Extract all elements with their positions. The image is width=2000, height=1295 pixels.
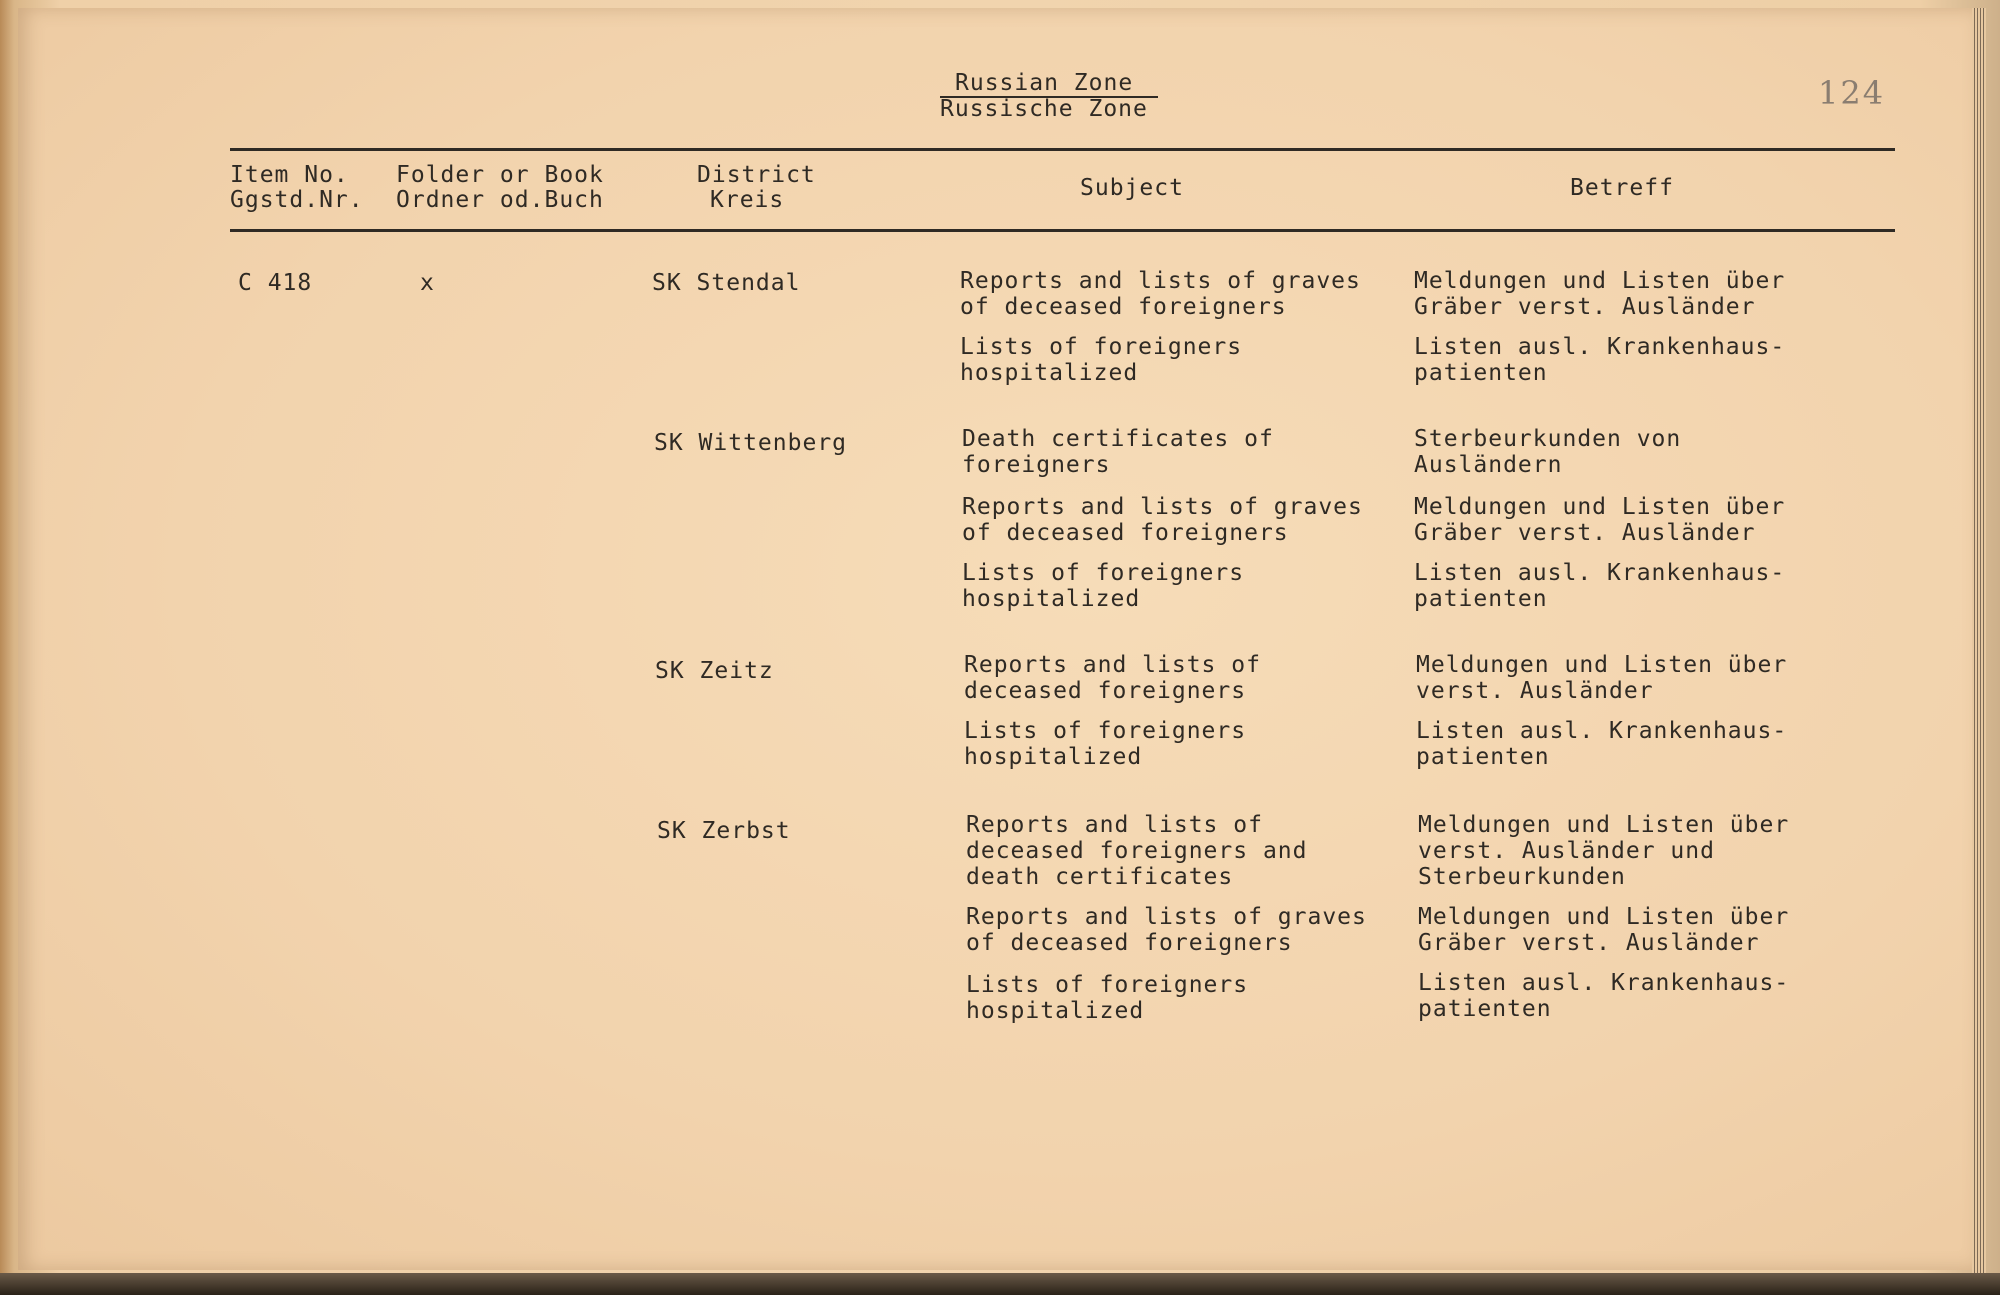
- betreff-entry: Listen ausl. Krankenhaus- patienten: [1414, 560, 1786, 612]
- header-bottom-rule: [230, 229, 1895, 232]
- betreff-entry: Listen ausl. Krankenhaus- patienten: [1416, 718, 1788, 770]
- betreff-entry: Meldungen und Listen über verst. Ausländer und Sterbeurkunden: [1418, 812, 1790, 890]
- item-number: C 418: [238, 270, 313, 296]
- subject-entry: Lists of foreigners hospitalized: [964, 718, 1247, 770]
- betreff-entry: Sterbeurkunden von Ausländern: [1414, 426, 1682, 478]
- title-english: Russian Zone: [955, 70, 1134, 96]
- betreff-entry: Meldungen und Listen über Gräber verst. Ausländer: [1414, 268, 1786, 320]
- subject-entry: Reports and lists of graves of deceased foreigners: [962, 494, 1363, 546]
- title-german: Russische Zone: [940, 96, 1148, 122]
- subject-entry: Reports and lists of deceased foreigners and death certificates: [966, 812, 1308, 890]
- page-stack-edge: [1972, 8, 1986, 1283]
- betreff-entry: Meldungen und Listen über Gräber verst. Ausländer: [1418, 904, 1790, 956]
- col-district-en: District: [697, 162, 816, 188]
- subject-entry: Lists of foreigners hospitalized: [960, 334, 1243, 386]
- betreff-entry: Listen ausl. Krankenhaus- patienten: [1414, 334, 1786, 386]
- district-stendal: SK Stendal: [652, 270, 801, 296]
- district-zeitz: SK Zeitz: [655, 658, 774, 684]
- book-bottom-edge: [0, 1273, 2000, 1295]
- betreff-entry: Meldungen und Listen über Gräber verst. Ausländer: [1414, 494, 1786, 546]
- col-district-de: Kreis: [710, 187, 785, 213]
- subject-entry: Lists of foreigners hospitalized: [962, 560, 1245, 612]
- district-zerbst: SK Zerbst: [657, 818, 791, 844]
- col-subject: Subject: [1080, 175, 1184, 201]
- subject-entry: Lists of foreigners hospitalized: [966, 972, 1249, 1024]
- district-wittenberg: SK Wittenberg: [654, 430, 848, 456]
- col-item-en: Item No.: [230, 162, 349, 188]
- subject-entry: Death certificates of foreigners: [962, 426, 1274, 478]
- subject-entry: Reports and lists of graves of deceased foreigners: [966, 904, 1367, 956]
- folder-mark: x: [420, 270, 435, 296]
- subject-entry: Reports and lists of deceased foreigners: [964, 652, 1261, 704]
- col-item-de: Ggstd.Nr.: [230, 187, 364, 213]
- betreff-entry: Meldungen und Listen über verst. Ausländer: [1416, 652, 1788, 704]
- page-number: 124: [1818, 74, 1886, 112]
- col-folder-en: Folder or Book: [396, 162, 604, 188]
- col-betreff: Betreff: [1570, 175, 1674, 201]
- betreff-entry: Listen ausl. Krankenhaus- patienten: [1418, 970, 1790, 1022]
- col-folder-de: Ordner od.Buch: [396, 187, 604, 213]
- header-top-rule: [230, 148, 1895, 151]
- subject-entry: Reports and lists of graves of deceased foreigners: [960, 268, 1361, 320]
